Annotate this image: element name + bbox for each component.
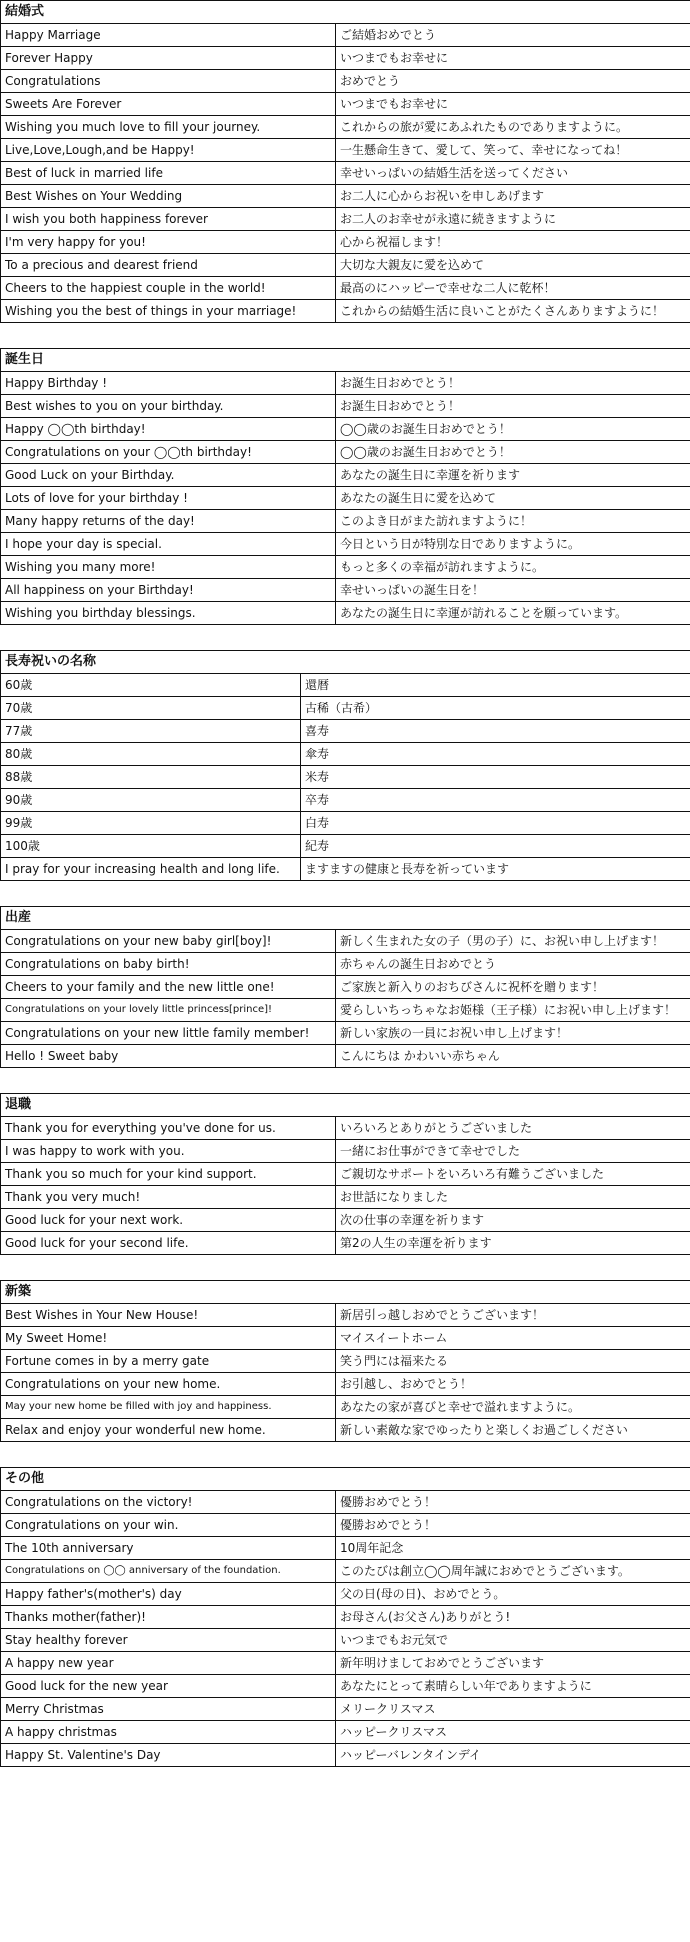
english-phrase: Congratulations on your win. xyxy=(1,1514,336,1537)
table-row xyxy=(1,1514,690,1537)
english-phrase: Cheers to the happiest couple in the world! xyxy=(1,277,336,300)
english-phrase: Congratulations on your new baby girl[boy]! xyxy=(1,930,336,953)
japanese-phrase: もっと多くの幸福が訪れますように。 xyxy=(336,556,690,579)
japanese-phrase: いつまでもお元気で xyxy=(336,1629,690,1652)
table-row xyxy=(1,1209,690,1232)
table-row xyxy=(1,835,690,858)
japanese-phrase: 愛らしいちっちゃなお姫様（王子様）にお祝い申し上げます！ xyxy=(336,999,690,1022)
japanese-phrase: 幸せいっぱいの結婚生活を送ってください xyxy=(336,162,690,185)
table-row xyxy=(1,487,690,510)
english-phrase: Best Wishes in Your New House! xyxy=(1,1304,336,1327)
table-row xyxy=(1,1186,690,1209)
japanese-phrase: 新年明けましておめでとうございます xyxy=(336,1652,690,1675)
table-row xyxy=(1,1163,690,1186)
english-phrase: Congratulations on ◯◯ anniversary of the foundation. xyxy=(1,1560,336,1583)
japanese-phrase: いつまでもお幸せに xyxy=(336,47,690,70)
japanese-phrase: ◯◯歳のお誕生日おめでとう！ xyxy=(336,418,690,441)
table-row xyxy=(1,1396,690,1419)
english-phrase: Good luck for your next work. xyxy=(1,1209,336,1232)
table-row xyxy=(1,231,690,254)
english-phrase: Happy St. Valentine's Day xyxy=(1,1744,336,1767)
english-phrase: 88歳 xyxy=(1,766,301,789)
english-phrase: 80歳 xyxy=(1,743,301,766)
japanese-phrase: こんにちは かわいい赤ちゃん xyxy=(336,1045,690,1068)
section-2 xyxy=(0,348,690,625)
japanese-phrase: 父の日(母の日)、おめでとう。 xyxy=(336,1583,690,1606)
english-phrase: Relax and enjoy your wonderful new home. xyxy=(1,1419,336,1442)
table-row xyxy=(1,1606,690,1629)
english-phrase: Lots of love for your birthday ! xyxy=(1,487,336,510)
japanese-phrase: 卒寿 xyxy=(301,789,690,812)
table-row xyxy=(1,556,690,579)
table-row xyxy=(1,1327,690,1350)
section-title: 長寿祝いの名称 xyxy=(1,651,690,674)
japanese-phrase: あなたの誕生日に愛を込めて xyxy=(336,487,690,510)
table-row xyxy=(1,674,690,697)
japanese-phrase: 最高のにハッピーで幸せな二人に乾杯！ xyxy=(336,277,690,300)
japanese-phrase: いろいろとありがとうございました xyxy=(336,1117,690,1140)
table-row xyxy=(1,277,690,300)
table-row xyxy=(1,1629,690,1652)
section-1 xyxy=(0,0,690,323)
table-row xyxy=(1,70,690,93)
japanese-phrase: このたびは創立◯◯周年誠におめでとうございます。 xyxy=(336,1560,690,1583)
english-phrase: Congratulations on your new home. xyxy=(1,1373,336,1396)
japanese-phrase: いつまでもお幸せに xyxy=(336,93,690,116)
table-row xyxy=(1,999,690,1022)
table-row xyxy=(1,464,690,487)
english-phrase: Merry Christmas xyxy=(1,1698,336,1721)
english-phrase: 100歳 xyxy=(1,835,301,858)
section-6 xyxy=(0,1280,690,1442)
table-row xyxy=(1,1721,690,1744)
table-row xyxy=(1,1304,690,1327)
english-phrase: A happy new year xyxy=(1,1652,336,1675)
english-phrase: Wishing you many more! xyxy=(1,556,336,579)
table-row xyxy=(1,300,690,323)
phrase-table xyxy=(0,1280,690,1442)
english-phrase: Thank you very much! xyxy=(1,1186,336,1209)
japanese-phrase: お誕生日おめでとう！ xyxy=(336,395,690,418)
japanese-phrase: お引越し、おめでとう！ xyxy=(336,1373,690,1396)
english-phrase: Best wishes to you on your birthday. xyxy=(1,395,336,418)
japanese-phrase: 幸せいっぱいの誕生日を！ xyxy=(336,579,690,602)
table-row xyxy=(1,976,690,999)
table-row xyxy=(1,720,690,743)
english-phrase: Thank you so much for your kind support. xyxy=(1,1163,336,1186)
table-row xyxy=(1,930,690,953)
english-phrase: Congratulations xyxy=(1,70,336,93)
table-row xyxy=(1,602,690,625)
english-phrase: The 10th anniversary xyxy=(1,1537,336,1560)
table-row xyxy=(1,579,690,602)
japanese-phrase: これからの結婚生活に良いことがたくさんありますように！ xyxy=(336,300,690,323)
english-phrase: Fortune comes in by a merry gate xyxy=(1,1350,336,1373)
japanese-phrase: あなたの誕生日に幸運が訪れることを願っています。 xyxy=(336,602,690,625)
english-phrase: Wishing you birthday blessings. xyxy=(1,602,336,625)
table-row xyxy=(1,1537,690,1560)
english-phrase: Congratulations on your new little family member! xyxy=(1,1022,336,1045)
table-row xyxy=(1,533,690,556)
english-phrase: Live,Love,Lough,and be Happy! xyxy=(1,139,336,162)
english-phrase: To a precious and dearest friend xyxy=(1,254,336,277)
phrase-table xyxy=(0,1467,690,1767)
english-phrase: Forever Happy xyxy=(1,47,336,70)
english-phrase: Congratulations on baby birth! xyxy=(1,953,336,976)
english-phrase: Congratulations on the victory! xyxy=(1,1491,336,1514)
japanese-phrase: お誕生日おめでとう！ xyxy=(336,372,690,395)
japanese-phrase: 大切な大親友に愛を込めて xyxy=(336,254,690,277)
english-phrase: 90歳 xyxy=(1,789,301,812)
japanese-phrase: 心から祝福します！ xyxy=(336,231,690,254)
table-row xyxy=(1,395,690,418)
japanese-phrase: あなたの誕生日に幸運を祈ります xyxy=(336,464,690,487)
japanese-phrase: 優勝おめでとう！ xyxy=(336,1491,690,1514)
english-phrase: Best of luck in married life xyxy=(1,162,336,185)
english-phrase: 70歳 xyxy=(1,697,301,720)
english-phrase: Happy ◯◯th birthday! xyxy=(1,418,336,441)
english-phrase: 77歳 xyxy=(1,720,301,743)
english-phrase: Happy Birthday ! xyxy=(1,372,336,395)
table-row xyxy=(1,162,690,185)
section-title: 結婚式 xyxy=(1,1,690,24)
japanese-phrase: ◯◯歳のお誕生日おめでとう！ xyxy=(336,441,690,464)
japanese-phrase: 喜寿 xyxy=(301,720,690,743)
table-row xyxy=(1,697,690,720)
table-row xyxy=(1,743,690,766)
english-phrase: 99歳 xyxy=(1,812,301,835)
phrase-table xyxy=(0,0,690,323)
section-title: 新築 xyxy=(1,1281,690,1304)
table-row xyxy=(1,47,690,70)
japanese-phrase: ご家族と新入りのおちびさんに祝杯を贈ります！ xyxy=(336,976,690,999)
japanese-phrase: 新しい家族の一員にお祝い申し上げます！ xyxy=(336,1022,690,1045)
table-row xyxy=(1,24,690,47)
english-phrase: My Sweet Home! xyxy=(1,1327,336,1350)
japanese-phrase: ハッピークリスマス xyxy=(336,1721,690,1744)
table-row xyxy=(1,1583,690,1606)
japanese-phrase: あなたの家が喜びと幸せで溢れますように。 xyxy=(336,1396,690,1419)
japanese-phrase: 白寿 xyxy=(301,812,690,835)
english-phrase: Wishing you much love to fill your journey. xyxy=(1,116,336,139)
table-row xyxy=(1,510,690,533)
japanese-phrase: これからの旅が愛にあふれたものでありますように。 xyxy=(336,116,690,139)
japanese-phrase: お世話になりました xyxy=(336,1186,690,1209)
japanese-phrase: 一緒にお仕事ができて幸せでした xyxy=(336,1140,690,1163)
table-row xyxy=(1,1419,690,1442)
japanese-phrase: 10周年記念 xyxy=(336,1537,690,1560)
japanese-phrase: 今日という日が特別な日でありますように。 xyxy=(336,533,690,556)
japanese-phrase: 一生懸命生きて、愛して、笑って、幸せになってね！ xyxy=(336,139,690,162)
english-phrase: Happy father's(mother's) day xyxy=(1,1583,336,1606)
section-title: その他 xyxy=(1,1468,690,1491)
english-phrase: Sweets Are Forever xyxy=(1,93,336,116)
english-phrase: Congratulations on your lovely little princess[prince]! xyxy=(1,999,336,1022)
section-title: 誕生日 xyxy=(1,349,690,372)
table-row xyxy=(1,1744,690,1767)
table-row xyxy=(1,953,690,976)
section-title: 退職 xyxy=(1,1094,690,1117)
table-row xyxy=(1,766,690,789)
table-row xyxy=(1,1232,690,1255)
english-phrase: Wishing you the best of things in your marriage! xyxy=(1,300,336,323)
japanese-phrase: 米寿 xyxy=(301,766,690,789)
english-phrase: Good luck for the new year xyxy=(1,1675,336,1698)
english-phrase: I'm very happy for you! xyxy=(1,231,336,254)
table-row xyxy=(1,1022,690,1045)
phrase-table xyxy=(0,1093,690,1255)
english-phrase: Stay healthy forever xyxy=(1,1629,336,1652)
section-5 xyxy=(0,1093,690,1255)
japanese-phrase: 新居引っ越しおめでとうございます！ xyxy=(336,1304,690,1327)
japanese-phrase: あなたにとって素晴らしい年でありますように xyxy=(336,1675,690,1698)
table-row xyxy=(1,858,690,881)
section-3 xyxy=(0,650,690,881)
japanese-phrase: お二人に心からお祝いを申しあげます xyxy=(336,185,690,208)
table-row xyxy=(1,372,690,395)
japanese-phrase: ご結婚おめでとう xyxy=(336,24,690,47)
table-row xyxy=(1,1373,690,1396)
english-phrase: I wish you both happiness forever xyxy=(1,208,336,231)
japanese-phrase: ますますの健康と長寿を祈っています xyxy=(301,858,690,881)
english-phrase: Hello ! Sweet baby xyxy=(1,1045,336,1068)
section-7 xyxy=(0,1467,690,1767)
table-row xyxy=(1,1675,690,1698)
english-phrase: I was happy to work with you. xyxy=(1,1140,336,1163)
japanese-phrase: 次の仕事の幸運を祈ります xyxy=(336,1209,690,1232)
japanese-phrase: ご親切なサポートをいろいろ有難うございました xyxy=(336,1163,690,1186)
japanese-phrase: お二人のお幸せが永遠に続きますように xyxy=(336,208,690,231)
table-row xyxy=(1,139,690,162)
english-phrase: Many happy returns of the day! xyxy=(1,510,336,533)
table-row xyxy=(1,789,690,812)
english-phrase: Thank you for everything you've done for us. xyxy=(1,1117,336,1140)
japanese-phrase: このよき日がまた訪れますように！ xyxy=(336,510,690,533)
section-4 xyxy=(0,906,690,1068)
table-row xyxy=(1,208,690,231)
table-row xyxy=(1,1117,690,1140)
table-row xyxy=(1,441,690,464)
table-row xyxy=(1,1652,690,1675)
english-phrase: Congratulations on your ◯◯th birthday! xyxy=(1,441,336,464)
table-row xyxy=(1,254,690,277)
english-phrase: I pray for your increasing health and long life. xyxy=(1,858,301,881)
japanese-phrase: 紀寿 xyxy=(301,835,690,858)
japanese-phrase: 新しい素敵な家でゆったりと楽しくお過ごしください xyxy=(336,1419,690,1442)
japanese-phrase: マイスイートホーム xyxy=(336,1327,690,1350)
japanese-phrase: お母さん(お父さん)ありがとう! xyxy=(336,1606,690,1629)
phrase-table xyxy=(0,906,690,1068)
japanese-phrase: おめでとう xyxy=(336,70,690,93)
english-phrase: I hope your day is special. xyxy=(1,533,336,556)
table-row xyxy=(1,1140,690,1163)
table-row xyxy=(1,116,690,139)
japanese-phrase: 笑う門には福来たる xyxy=(336,1350,690,1373)
table-row xyxy=(1,185,690,208)
japanese-phrase: 赤ちゃんの誕生日おめでとう xyxy=(336,953,690,976)
phrase-table xyxy=(0,650,690,881)
english-phrase: Happy Marriage xyxy=(1,24,336,47)
english-phrase: Best Wishes on Your Wedding xyxy=(1,185,336,208)
english-phrase: Thanks mother(father)! xyxy=(1,1606,336,1629)
english-phrase: All happiness on your Birthday! xyxy=(1,579,336,602)
table-row xyxy=(1,418,690,441)
english-phrase: Good Luck on your Birthday. xyxy=(1,464,336,487)
section-title: 出産 xyxy=(1,907,690,930)
table-row xyxy=(1,93,690,116)
phrase-table xyxy=(0,348,690,625)
english-phrase: Good luck for your second life. xyxy=(1,1232,336,1255)
japanese-phrase: ハッピーバレンタインデイ xyxy=(336,1744,690,1767)
japanese-phrase: 新しく生まれた女の子（男の子）に、お祝い申し上げます！ xyxy=(336,930,690,953)
english-phrase: May your new home be filled with joy and happiness. xyxy=(1,1396,336,1419)
table-row xyxy=(1,1045,690,1068)
table-row xyxy=(1,1350,690,1373)
table-row xyxy=(1,1491,690,1514)
table-row xyxy=(1,1560,690,1583)
japanese-phrase: 還暦 xyxy=(301,674,690,697)
english-phrase: Cheers to your family and the new little one! xyxy=(1,976,336,999)
japanese-phrase: 傘寿 xyxy=(301,743,690,766)
table-row xyxy=(1,812,690,835)
english-phrase: 60歳 xyxy=(1,674,301,697)
japanese-phrase: 優勝おめでとう！ xyxy=(336,1514,690,1537)
english-phrase: A happy christmas xyxy=(1,1721,336,1744)
japanese-phrase: メリークリスマス xyxy=(336,1698,690,1721)
table-row xyxy=(1,1698,690,1721)
japanese-phrase: 古稀（古希） xyxy=(301,697,690,720)
japanese-phrase: 第2の人生の幸運を祈ります xyxy=(336,1232,690,1255)
